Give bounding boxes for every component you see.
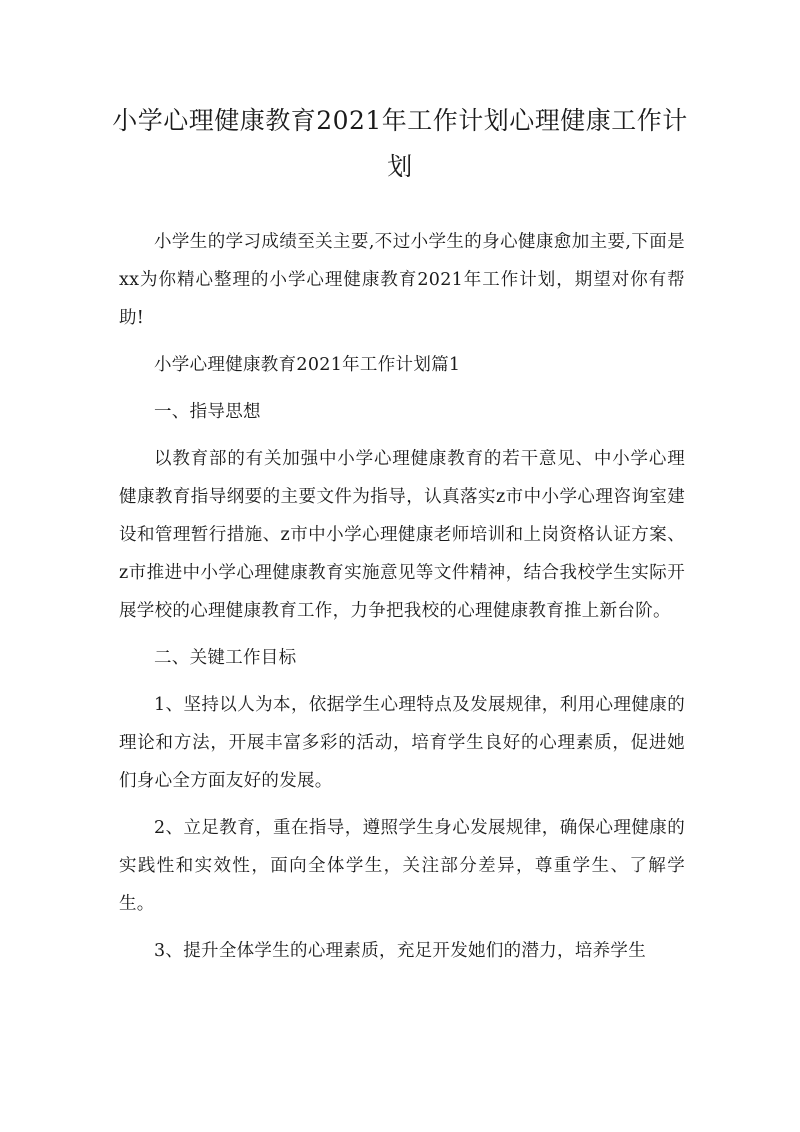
goal-item-1: 1、坚持以人为本，依据学生心理特点及发展规律，利用心理健康的理论和方法，开展丰富多彩的活动，培育学生良好的心理素质，促进她们身心全方面友好的发展。 [119,695,685,791]
document-body [119,223,685,979]
heading-key-goals: 二、关键工作目标 [154,648,297,668]
heading-guiding-ideology: 一、指导思想 [154,402,261,422]
paragraph-guiding-ideology: 以教育部的有关加强中小学心理健康教育的若干意见、中小学心理健康教育指导纲要的主要文件为指导，认真落实z市中小学心理咨询室建设和管理暂行措施、z市中小学心理健康老师培训和上岗资格认证方案、z市推进中小学心理健康教育实施意见等文件精神，结合我校学生实际开展学校的心理健康教育工作，力争把我校的心理健康教育推上新台阶。 [119,449,685,621]
document-title: 小学心理健康教育2021年工作计划心理健康工作计划 [112,106,688,181]
goal-item-2: 2、立足教育，重在指导，遵照学生身心发展规律，确保心理健康的实践性和实效性，面向全体学生，关注部分差异，尊重学生、了解学生。 [119,818,685,914]
intro-paragraph: 小学生的学习成绩至关主要,不过小学生的身心健康愈加主要,下面是xx为你精心整理的小学心理健康教育2021年工作计划，期望对你有帮助! [119,232,685,328]
goal-item-3: 3、提升全体学生的心理素质，充足开发她们的潜力，培养学生 [154,941,647,961]
section-heading-plan-1: 小学心理健康教育2021年工作计划篇1 [154,355,461,375]
